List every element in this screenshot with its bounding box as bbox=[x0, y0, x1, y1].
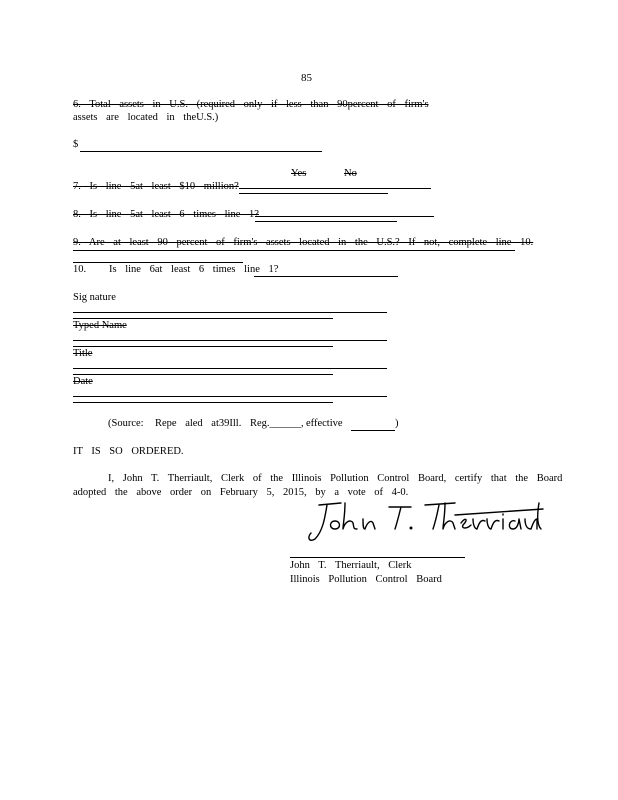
clerk-signature-line bbox=[290, 557, 465, 558]
no-column-label: No bbox=[344, 168, 357, 179]
source-effective: effective bbox=[306, 418, 343, 429]
item-10-number: 10. bbox=[73, 264, 87, 275]
signature-line-short bbox=[73, 318, 333, 319]
certification-line-2: adopted the above order on February 5, 2015, by a vote of 4-0. bbox=[73, 487, 409, 498]
clerk-signature bbox=[305, 497, 545, 547]
item-8-answer-line-upper bbox=[255, 216, 434, 217]
source-label: (Source: bbox=[108, 418, 144, 429]
item-6-line-1: 6. Total assets in U.S. (required only if less than 90percent of firm's bbox=[73, 99, 429, 110]
source-effective-blank bbox=[351, 430, 395, 431]
title-line-long bbox=[73, 368, 387, 369]
signature-label: Sig nature bbox=[73, 292, 116, 303]
certification-line-1: I, John T. Therriault, Clerk of the Illinois Pollution Control Board, certify that the Board bbox=[108, 473, 563, 484]
dollar-amount-line bbox=[80, 151, 322, 152]
item-9-underline bbox=[73, 250, 515, 251]
item-7-answer-line-lower bbox=[239, 193, 388, 194]
clerk-name-title: John T. Therriault, Clerk bbox=[290, 560, 412, 571]
signature-line-long bbox=[73, 312, 387, 313]
title-line-short bbox=[73, 374, 333, 375]
item-7: 7. Is line 5at least $10 million? bbox=[73, 181, 239, 192]
yes-column-label: Yes bbox=[291, 168, 307, 179]
source-repealed: Repe aled at39Ill. Reg.______, bbox=[155, 418, 304, 429]
typed-name-line-long bbox=[73, 340, 387, 341]
item-10-overline bbox=[73, 262, 243, 263]
so-ordered: IT IS SO ORDERED. bbox=[73, 446, 184, 457]
item-9: 9. Are at least 90 percent of firm's assets located in the U.S.? If not, complete line 10. bbox=[73, 237, 534, 248]
item-7-answer-line-upper bbox=[239, 188, 431, 189]
typed-name-label: Typed Name bbox=[73, 320, 127, 331]
item-6-line-2: assets are located in theU.S.) bbox=[73, 112, 219, 123]
item-10-answer-line bbox=[254, 276, 398, 277]
clerk-board: Illinois Pollution Control Board bbox=[290, 574, 442, 585]
date-label: Date bbox=[73, 376, 93, 387]
item-10-text: Is line 6at least 6 times line 1? bbox=[109, 264, 279, 275]
item-8-answer-line-lower bbox=[255, 221, 397, 222]
date-line-long bbox=[73, 396, 387, 397]
date-line-short bbox=[73, 402, 333, 403]
typed-name-line-short bbox=[73, 346, 333, 347]
item-8: 8. Is line 5at least 6 times line 1? bbox=[73, 209, 259, 220]
page-number: 85 bbox=[301, 72, 312, 84]
title-label: Title bbox=[73, 348, 93, 359]
source-close-paren: ) bbox=[395, 418, 399, 429]
dollar-sign: $ bbox=[73, 139, 79, 150]
